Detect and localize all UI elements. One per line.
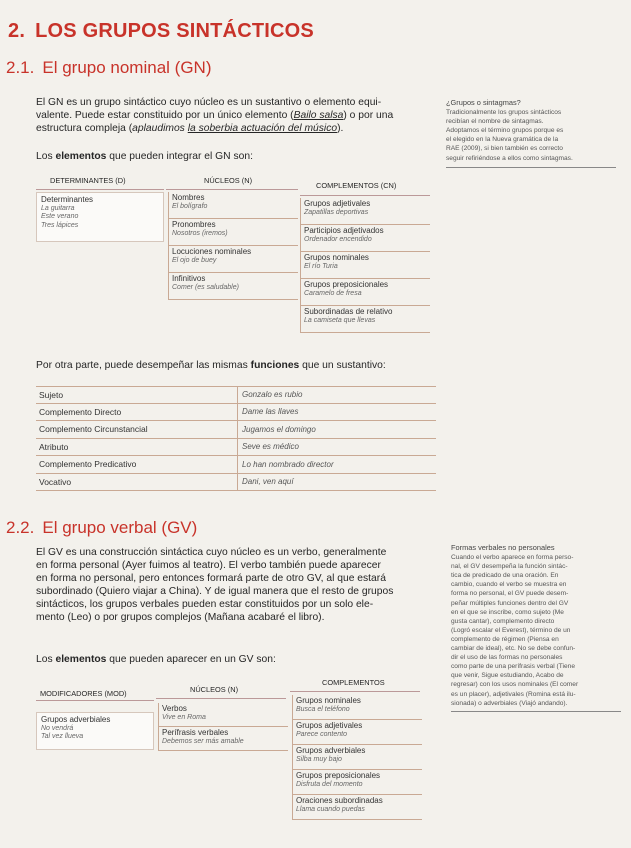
table-cell [168, 192, 298, 219]
function-example: Dani, ven aquí [242, 477, 294, 487]
table-cell [168, 273, 298, 300]
table-cell [300, 279, 430, 306]
cell-title: Grupos adjetivales [296, 721, 363, 730]
chapter-title: LOS GRUPOS SINTÁCTICOS [35, 20, 314, 42]
cell-title: Verbos [162, 704, 187, 713]
sidebar-line: el elegido en la Nueva gramática de la [446, 136, 559, 144]
gv-header-complementos: COMPLEMENTOS [322, 678, 385, 687]
gv-modificadores-cell [36, 712, 154, 750]
cell-example: No vendrá [41, 724, 74, 732]
cell-example: Vive en Roma [162, 713, 206, 721]
function-name: Atributo [36, 439, 238, 456]
function-example: Seve es médico [242, 442, 299, 452]
function-name: Complemento Circunstancial [36, 421, 238, 438]
section-number: 2.1. [6, 58, 35, 77]
text-line: El GV es una construcción sintáctica cuyo núcleo es un verbo, generalmente [36, 547, 387, 558]
cell-title: Grupos nominales [304, 253, 369, 262]
sidebar-line: RAE (2009), si bien también es correcto [446, 145, 563, 153]
cell-example: El río Turia [304, 262, 338, 270]
table-cell [292, 770, 422, 795]
cell-example: Caramelo de fresa [304, 289, 362, 297]
sidebar-line: que venir, Sigue estudiando, Acabo de [451, 672, 564, 680]
cell-title: Pronombres [172, 220, 216, 229]
gn-functions-intro: Por otra parte, puede desempeñar las mismas funciones que un sustantivo: [36, 360, 386, 371]
gn-header-complementos: COMPLEMENTOS (CN) [316, 181, 397, 190]
gv-intro-paragraph [36, 546, 446, 624]
table-cell [292, 745, 422, 770]
sidebar-line: Tradicionalmente los grupos sintácticos [446, 109, 562, 117]
table-cell [158, 703, 288, 727]
table-cell [168, 246, 298, 273]
gn-sidebar-note [446, 98, 616, 168]
sidebar-line: Adoptamos el término grupos porque es [446, 127, 564, 135]
gv-elements-intro: Los elementos que pueden aparecer en un GV son: [36, 654, 276, 665]
cell-example: Este verano [41, 213, 79, 221]
table-row [36, 474, 436, 492]
cell-title: Nombres [172, 193, 205, 202]
section-title: El grupo nominal (GN) [42, 58, 212, 77]
table-cell [300, 252, 430, 279]
chapter-heading [8, 20, 314, 43]
cell-example: Parece contento [296, 730, 347, 738]
sidebar-line: recibían el nombre de sintagmas. [446, 118, 544, 126]
cell-title: Grupos nominales [296, 696, 361, 705]
cell-title: Determinantes [41, 195, 94, 204]
cell-title: Subordinadas de relativo [304, 307, 393, 316]
sidebar-line: como parte de una perífrasis verbal (Tiene [451, 663, 575, 671]
cell-title: Infinitivos [172, 274, 206, 283]
cell-example: Debemos ser más amable [162, 737, 244, 745]
cell-example: La guitarra [41, 204, 75, 212]
table-cell [292, 695, 422, 720]
cell-title: Locuciones nominales [172, 247, 252, 256]
cell-example: Silba muy bajo [296, 755, 342, 763]
section-heading-gv [6, 518, 197, 538]
sidebar-line: Cuando el verbo aparece en forma perso- [451, 554, 574, 562]
sidebar-line: nal, el GV desempeña la función sintác- [451, 563, 568, 571]
text-line: subordinado (Quiero viajar a China). Y de igual manera que el resto de grupos [36, 586, 394, 597]
sidebar-line: cambio, cuando el verbo se muestra en [451, 581, 567, 589]
sidebar-title: Formas verbales no personales [451, 543, 555, 552]
sidebar-line: sionada) o adverbiales (Viajó andando). [451, 699, 568, 707]
function-name: Sujeto [36, 387, 238, 403]
sidebar-line: complemento de régimen (Piensa en [451, 635, 559, 643]
text-line: en forma personal (Ayer fuimos al teatro). El verbo también puede aparecer [36, 560, 381, 571]
cell-example: Nosotros (iremos) [172, 229, 228, 237]
sidebar-line: en el que se inscribe, como sujeto (Me [451, 608, 564, 616]
table-cell [292, 720, 422, 745]
table-row [36, 421, 436, 439]
sidebar-line: seguir refiriéndose a ellos como sintagmas. [446, 154, 573, 162]
cell-example: Ordenador encendido [304, 235, 372, 243]
gn-header-determinantes: DETERMINANTES (D) [50, 176, 126, 185]
function-name: Complemento Predicativo [36, 456, 238, 473]
cell-example: El bolígrafo [172, 202, 208, 210]
cell-example: Busca el teléfono [296, 705, 350, 713]
cell-example: El ojo de buey [172, 256, 217, 264]
sidebar-line: cambiar de ideal), etc. No se debe confun- [451, 645, 576, 653]
table-cell [292, 795, 422, 820]
table-cell [168, 219, 298, 246]
sidebar-line: (Logró escalar el Everest), término de un [451, 626, 571, 634]
gn-nucleos-column [168, 192, 298, 300]
gv-header-nucleos: NÚCLEOS (N) [190, 685, 239, 694]
section-heading-gn [6, 58, 211, 78]
table-row [36, 386, 436, 404]
text-line: mento (Leo) o por grupos complejos (Mañana acabaré el libro). [36, 612, 325, 623]
cell-example: Llama cuando puedas [296, 805, 365, 813]
section-number: 2.2. [6, 518, 35, 537]
gn-complementos-column [300, 198, 430, 333]
sidebar-divider [446, 167, 616, 168]
function-example: Dame las llaves [242, 407, 299, 417]
cell-title: Grupos preposicionales [304, 280, 389, 289]
text-line: valente. Puede estar constituido por un único elemento (Bailo salsa) o por una [36, 110, 394, 121]
cell-example: Disfruta del momento [296, 780, 363, 788]
sidebar-line: tica de predicado de una oración. En [451, 572, 559, 580]
table-cell [300, 225, 430, 252]
gn-determinantes-cell [36, 192, 164, 242]
table-row [36, 404, 436, 422]
sidebar-title: ¿Grupos o sintagmas? [446, 98, 521, 107]
function-example: Gonzalo es rubio [242, 390, 303, 400]
gn-intro-paragraph [36, 96, 434, 135]
cell-title: Grupos adverbiales [41, 715, 111, 724]
cell-title: Participios adjetivados [304, 226, 384, 235]
sidebar-line: dir el uso de las formas no personales [451, 654, 563, 662]
function-example: Lo han nombrado director [242, 459, 334, 469]
function-name: Vocativo [36, 474, 238, 491]
gn-functions-table [36, 386, 436, 491]
gv-complementos-column [292, 695, 422, 820]
sidebar-line: gusta cantar), complemento directo [451, 617, 555, 625]
function-name: Complemento Directo [36, 404, 238, 421]
text-line: en forma no personal, pero entonces formará parte de otro GV, al que estará [36, 573, 386, 584]
text-line: El GN es un grupo sintáctico cuyo núcleo es un sustantivo o elemento equi- [36, 97, 382, 108]
cell-title: Oraciones subordinadas [296, 796, 383, 805]
cell-title: Grupos adjetivales [304, 199, 371, 208]
cell-title: Perífrasis verbales [162, 728, 229, 737]
table-cell [300, 198, 430, 225]
text-line: estructura compleja (aplaudimos la soberbia actuación del músico). [36, 123, 344, 134]
table-row [36, 456, 436, 474]
sidebar-divider [451, 711, 621, 712]
cell-title: Grupos adverbiales [296, 746, 366, 755]
sidebar-line: es un placer), adjetivales (Romina está ilu- [451, 690, 576, 698]
chapter-number: 2. [8, 20, 26, 42]
gn-elements-intro: Los elementos que pueden integrar el GN son: [36, 151, 253, 162]
cell-example: Zapatillas deportivas [304, 208, 369, 216]
table-cell [300, 306, 430, 333]
table-cell [158, 727, 288, 751]
gv-header-modificadores: MODIFICADORES (MOD) [40, 689, 127, 698]
text-line: sintácticos, los grupos verbales pueden estar constituidos por un solo ele- [36, 599, 374, 610]
gv-nucleos-column [158, 703, 288, 751]
sidebar-line: peñar múltiples funciones dentro del GV [451, 599, 569, 607]
sidebar-line: forma no personal, el GV puede desem- [451, 590, 569, 598]
function-example: Jugamos el domingo [242, 424, 316, 434]
cell-example: Comer (es saludable) [172, 283, 239, 291]
sidebar-line: regresar) con los usos nominales (El comer [451, 681, 579, 689]
section-title: El grupo verbal (GV) [42, 518, 198, 537]
cell-example: Tal vez llueva [41, 733, 84, 741]
gn-header-nucleos: NÚCLEOS (N) [204, 176, 253, 185]
cell-example: La camiseta que llevas [304, 316, 376, 324]
cell-title: Grupos preposicionales [296, 771, 381, 780]
table-row [36, 439, 436, 457]
cell-example: Tres lápices [41, 221, 79, 229]
gv-sidebar-note [451, 543, 621, 712]
